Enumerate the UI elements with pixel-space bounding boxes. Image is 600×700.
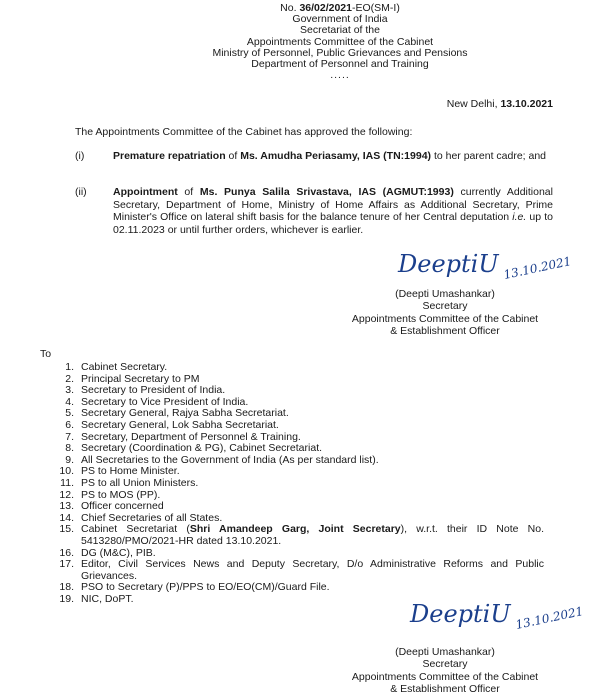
list-item: 2. Principal Secretary to PM (65, 372, 200, 385)
list-item: 16. DG (M&C), PIB. (59, 546, 156, 559)
list-item: 1. Cabinet Secretary. (65, 361, 168, 373)
signatory-title: Secretary (422, 658, 468, 671)
list-item: 18. PSO to Secretary (P)/PPS to EO/EO(CM)/Guard File. (59, 581, 330, 594)
item-text: Appointment of Ms. Punya Salila Srivastava, IAS (AGMUT:1993) currently Additional Secretary, Department of Home, Ministry of Home Affairs as Additional Secretary, Prime Minister's Office on lateral shift basis for the balance tenure of her Central deputation i.e. up to 02.11.2023 or until further orders, whichever is earlier. (113, 186, 553, 236)
ministry-line: Ministry of Personnel, Public Grievances and Pensions (212, 46, 468, 59)
signatory-name: (Deepti Umashankar) (395, 288, 495, 300)
list-item: 10. PS to Home Minister. (59, 465, 180, 478)
signatory-block (345, 646, 545, 696)
signature-image: DeeptiU 13.10.2021 (398, 250, 572, 282)
item-number: (ii) (75, 186, 87, 198)
list-item: 19. NIC, DoPT. (59, 592, 134, 605)
list-item: 6. Secretary General, Lok Sabha Secretariat. (65, 418, 279, 431)
signatory-title: Secretary (422, 300, 468, 313)
list-item: 9. All Secretaries to the Government of India (As per standard list). (65, 453, 379, 466)
list-item: 3. Secretary to President of India. (65, 384, 226, 397)
secretariat-line: Secretariat of the (300, 24, 380, 37)
committee-line: Appointments Committee of the Cabinet (246, 35, 434, 48)
list-item: 11. PS to all Union Ministers. (60, 476, 199, 489)
signatory-office: & Establishment Officer (390, 683, 500, 696)
issue-date: New Delhi, 13.10.2021 (446, 98, 553, 110)
list-item: 17. Editor, Civil Services News and Deputy Secretary, D/o Administrative Reforms and Public Grievances. (59, 558, 544, 582)
intro-text: The Appointments Committee of the Cabinet has approved the following: (75, 126, 413, 138)
reference-number: No. 36/02/2021-EO(SM-I) (280, 2, 400, 14)
government-line: Government of India (292, 13, 388, 26)
list-item: 12. PS to MOS (PP). (59, 488, 161, 501)
distribution-list (52, 362, 544, 605)
list-item: 4. Secretary to Vice President of India. (65, 395, 249, 408)
letterhead (0, 3, 600, 81)
header-dots: ..... (330, 69, 350, 82)
department-line: Department of Personnel and Training (251, 58, 429, 71)
item-number: (i) (75, 150, 85, 162)
signatory-committee: Appointments Committee of the Cabinet (351, 312, 539, 325)
item-text: Premature repatriation of Ms. Amudha Periasamy, IAS (TN:1994) to her parent cadre; and (113, 150, 547, 162)
signatory-name: (Deepti Umashankar) (395, 646, 495, 658)
list-item: 15. Cabinet Secretariat (Shri Amandeep Garg, Joint Secretary), w.r.t. their ID Note No. 5413280/PMO/2021-HR dated 13.10.2021. (59, 523, 544, 547)
list-item: 7. Secretary, Department of Personnel & Training. (65, 430, 301, 443)
signatory-committee: Appointments Committee of the Cabinet (351, 670, 539, 683)
list-item: 13. Officer concerned (59, 500, 164, 513)
signatory-block (345, 288, 545, 338)
list-item: 8. Secretary (Coordination & PG), Cabinet Secretariat. (65, 442, 323, 455)
list-item: 5. Secretary General, Rajya Sabha Secretariat. (65, 407, 289, 420)
list-item: 14. Chief Secretaries of all States. (59, 511, 223, 524)
to-label: To (40, 348, 52, 360)
signatory-office: & Establishment Officer (390, 325, 500, 338)
signature-image: DeeptiU 13.10.2021 (410, 600, 584, 632)
